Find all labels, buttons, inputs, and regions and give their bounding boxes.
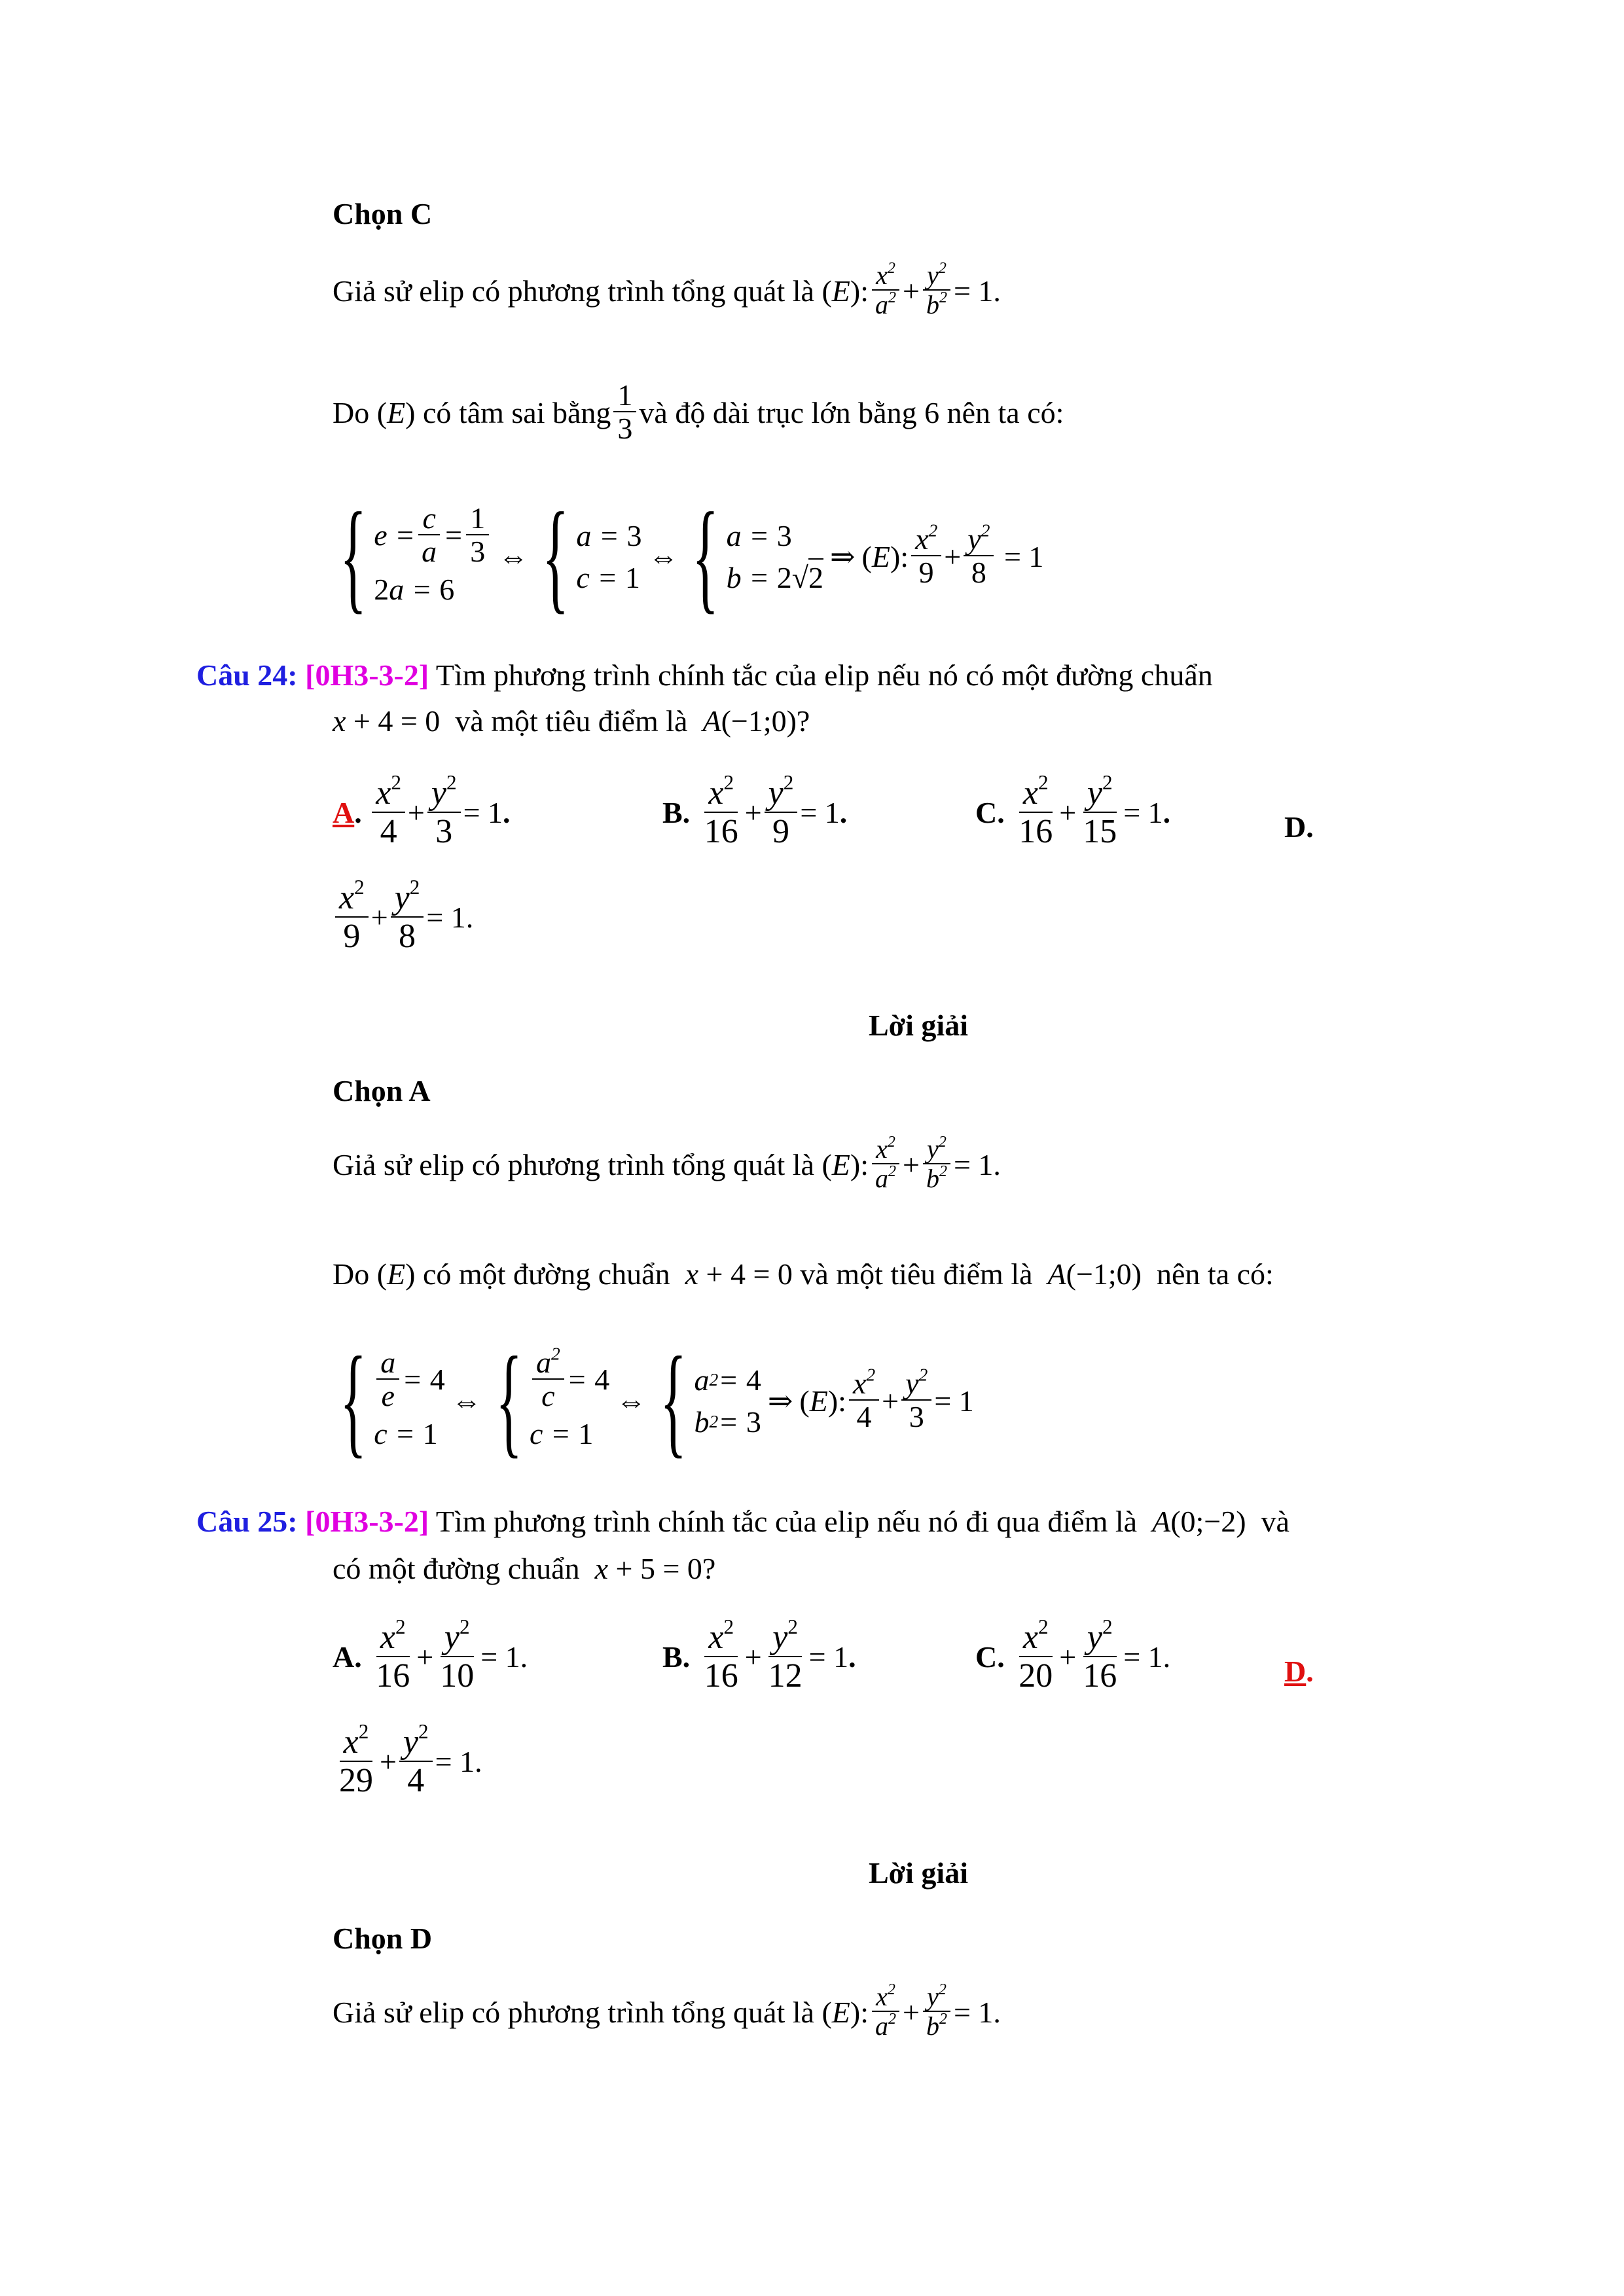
ellipse-general-eq-3: Giả sử elip có phương trình tổng quát là (E): $\frac{x^2}{a^2}$ + $\frac{y^2}{b^2}$ = 1. xyxy=(333,1981,1001,2041)
eccentricity-line: Do ( E ) có tâm sai bằng $\frac{1}{3}$ và độ dài trục lớn bằng 6 nên ta có: xyxy=(333,378,1064,446)
question-24: Câu 24: [0H3-3-2] Tìm phương trình chính tắc của elip nếu nó có một đường chuẩn xyxy=(196,658,1213,692)
choose-c: Chọn C xyxy=(333,197,433,230)
question-code: [0H3-3-2] xyxy=(305,658,429,692)
option-a-25[interactable]: A. $\frac{x^2}{16}$ + $\frac{y^2}{10}$ = 1. xyxy=(333,1615,528,1695)
option-b[interactable]: B. $\frac{x^2}{16}$ + $\frac{y^2}{9}$ = 1 . xyxy=(662,771,848,850)
choose-a: Chọn A xyxy=(333,1074,431,1107)
question-code: [0H3-3-2] xyxy=(305,1505,429,1538)
option-d-25-label[interactable]: D. xyxy=(1284,1655,1314,1688)
solution-title-25: Lời giải xyxy=(869,1856,968,1890)
option-d-label[interactable]: D. xyxy=(1284,810,1314,844)
ellipse-general-eq-1: Giả sử elip có phương trình tổng quát là (E): $\frac{x^2}{a^2}$ + $\frac{y^2}{b^2}$ = 1. xyxy=(333,260,1001,319)
question-24-line-2: x + 4 = 0 và một tiêu điểm là A(−1;0)? xyxy=(333,704,810,738)
option-d-25[interactable]: $\frac{x^2}{29}$ + $\frac{y^2}{4}$ = 1. xyxy=(339,1720,482,1799)
directrix-line: Do (E) có một đường chuẩn x + 4 = 0 và một tiêu điểm là A(−1;0) nên ta có: xyxy=(333,1257,1274,1291)
solution-title-24: Lời giải xyxy=(869,1009,968,1042)
question-label: Câu 25: xyxy=(196,1505,298,1538)
intro-text: Giả sử elip có phương trình tổng quát là xyxy=(333,274,814,308)
choose-d: Chọn D xyxy=(333,1922,433,1955)
system-1: { e = $\frac{c}{a}$ = $\frac{1}{3}$ 2 a = 6 ⇔ { a = 3 c = 1 ⇔ { a = 3 b = 2√2 ⇒ (E): $\frac{x^2}{9}$ + $\frac{y^2}{8}$ = 1 xyxy=(340,488,1044,625)
option-b-25[interactable]: B. $\frac{x^2}{16}$ + $\frac{y^2}{12}$ = 1 . xyxy=(662,1615,856,1695)
option-c[interactable]: C. $\frac{x^2}{16}$ + $\frac{y^2}{15}$ = 1 . xyxy=(975,771,1171,850)
question-label: Câu 24: xyxy=(196,658,298,692)
question-25-line-2: có một đường chuẩn x + 5 = 0? xyxy=(333,1552,716,1585)
system-2: { $\frac{a}{e}$ = 4 c = 1 ⇔ { $\frac{a^2}{c}$ = 4 c = 1 ⇔ { a 2 = 4 b 2 = 3 ⇒ (E): $\frac{x^2}{4}$ + $\frac{y^2}{3}$ = 1 xyxy=(340,1332,974,1469)
ellipse-general-eq-2: Giả sử elip có phương trình tổng quát là (E): $\frac{x^2}{a^2}$ + $\frac{y^2}{b^2}$ = 1. xyxy=(333,1134,1001,1193)
question-25: Câu 25: [0H3-3-2] Tìm phương trình chính tắc của elip nếu nó đi qua điểm là A(0;−2) và xyxy=(196,1505,1290,1538)
option-c-25[interactable]: C. $\frac{x^2}{20}$ + $\frac{y^2}{16}$ = 1. xyxy=(975,1615,1171,1695)
option-d[interactable]: $\frac{x^2}{9}$ + $\frac{y^2}{8}$ = 1. xyxy=(333,880,473,955)
option-a[interactable]: A . $\frac{x^2}{4}$ + $\frac{y^2}{3}$ = 1 . xyxy=(333,771,511,850)
